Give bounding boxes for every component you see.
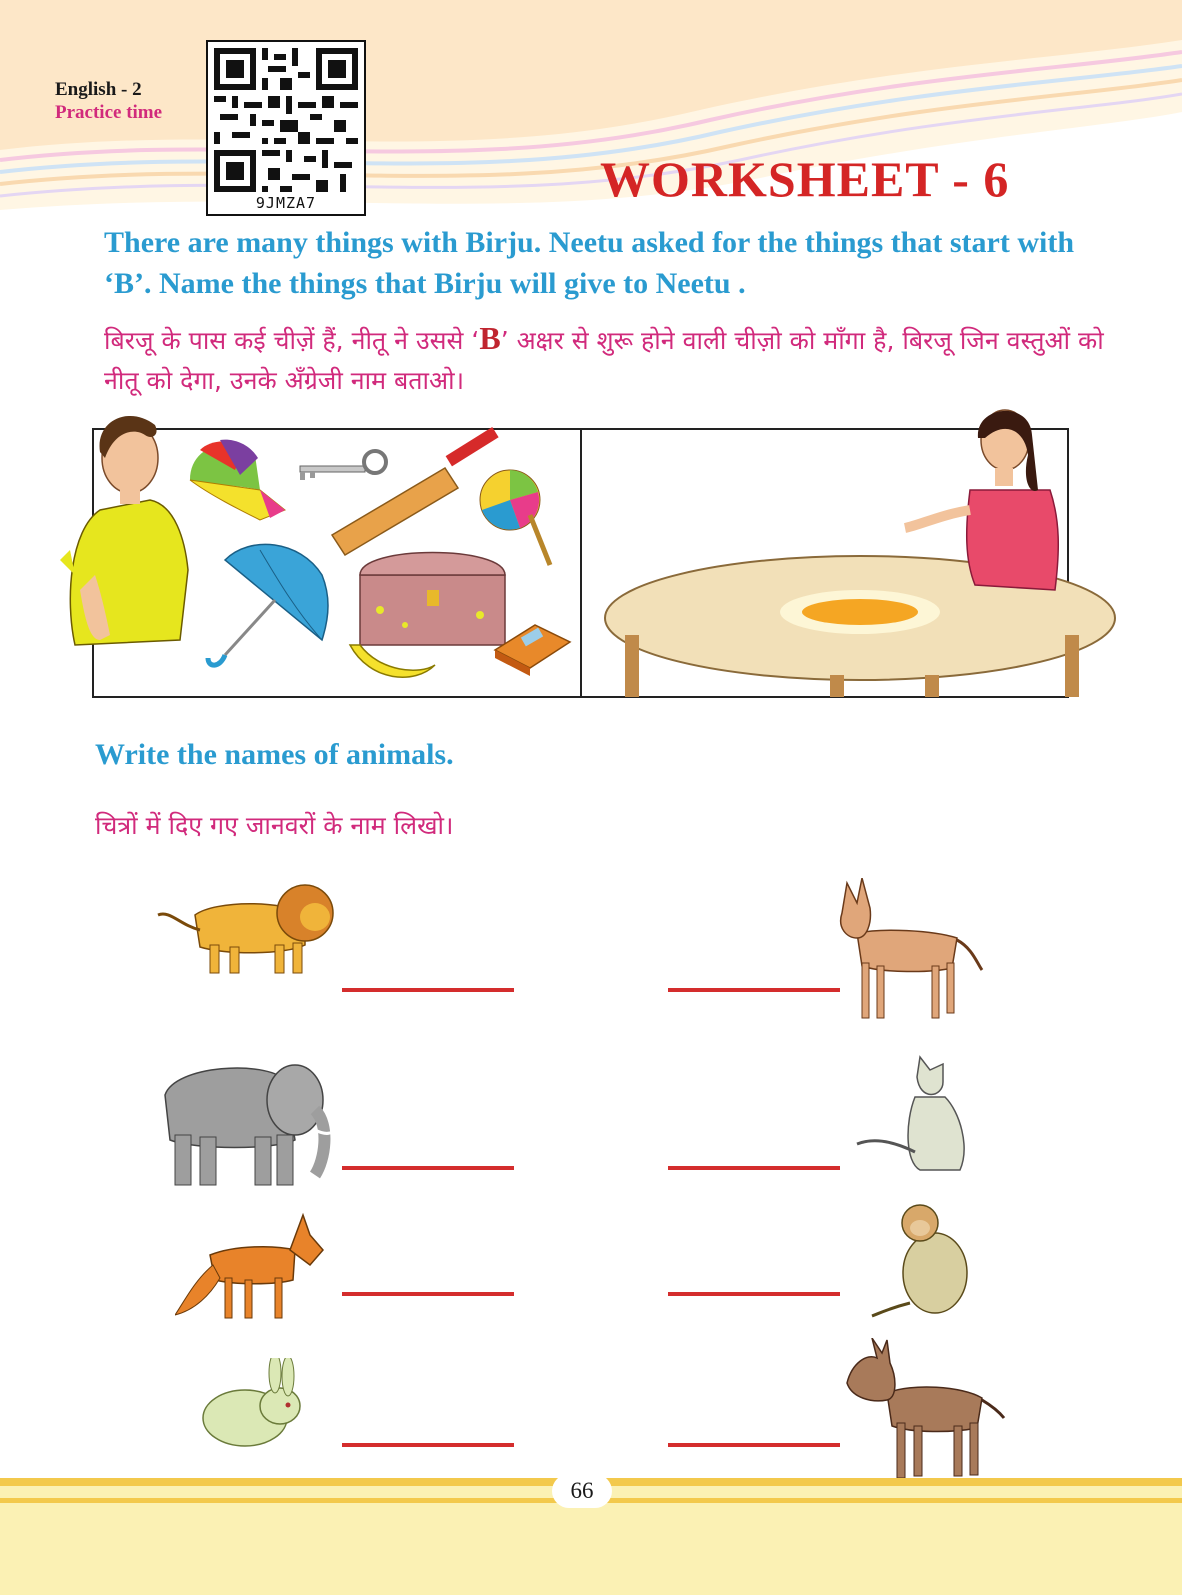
instruction-hi-part1: बिरजू के पास कई चीज़ें हैं, नीतू ने उससे ‘: [104, 326, 480, 355]
lion-icon: [155, 875, 345, 980]
page-number: 66: [570, 1478, 594, 1503]
fox-icon: [175, 1210, 330, 1325]
question1-instruction-en: There are many things with Birju. Neetu asked for the things that start with ‘B’. Name the things that Birju will give to Neetu .: [104, 226, 1075, 300]
question2-instruction-hi: चित्रों में दिए गए जानवरों के नाम लिखो।: [95, 811, 454, 840]
book-info: [55, 78, 162, 124]
answer-line-rabbit[interactable]: [342, 1443, 514, 1447]
answer-line-fox[interactable]: [342, 1292, 514, 1296]
instruction-hi-letter: B: [479, 320, 501, 356]
qr-code[interactable]: [206, 40, 366, 216]
answer-line-elephant[interactable]: [342, 1166, 514, 1170]
dog-icon: [832, 878, 987, 1023]
answer-line-monkey[interactable]: [668, 1292, 840, 1296]
worksheet-title: WORKSHEET - 6: [600, 151, 1010, 207]
book-title: English - 2: [55, 79, 142, 100]
monkey-icon: [870, 1198, 975, 1323]
question1-instruction-hi: [104, 318, 1104, 401]
elephant-icon: [155, 1055, 345, 1195]
question2-instruction-en: Write the names of animals.: [95, 738, 454, 771]
donkey-icon: [842, 1338, 1007, 1483]
birju-neetu-scene: [60, 400, 1170, 700]
rabbit-icon: [200, 1358, 315, 1453]
book-subtitle: Practice time: [55, 102, 163, 123]
box-icon: [360, 553, 505, 646]
cat-icon: [855, 1052, 980, 1177]
qr-pattern-icon: [214, 48, 358, 192]
instruction-hi-part2: ’ अक्षर से शुरू होने वाली चीज़ो को माँगा है, बिरजू जिन वस्तुओं को नीतू को देगा, उनके अँग्रेजी नाम बताओ।: [104, 326, 1104, 395]
qr-code-text: 9JMZA7: [255, 194, 317, 212]
answer-line-lion[interactable]: [342, 988, 514, 992]
answer-line-cat[interactable]: [668, 1166, 840, 1170]
answer-line-dog[interactable]: [668, 988, 840, 992]
answer-line-donkey[interactable]: [668, 1443, 840, 1447]
